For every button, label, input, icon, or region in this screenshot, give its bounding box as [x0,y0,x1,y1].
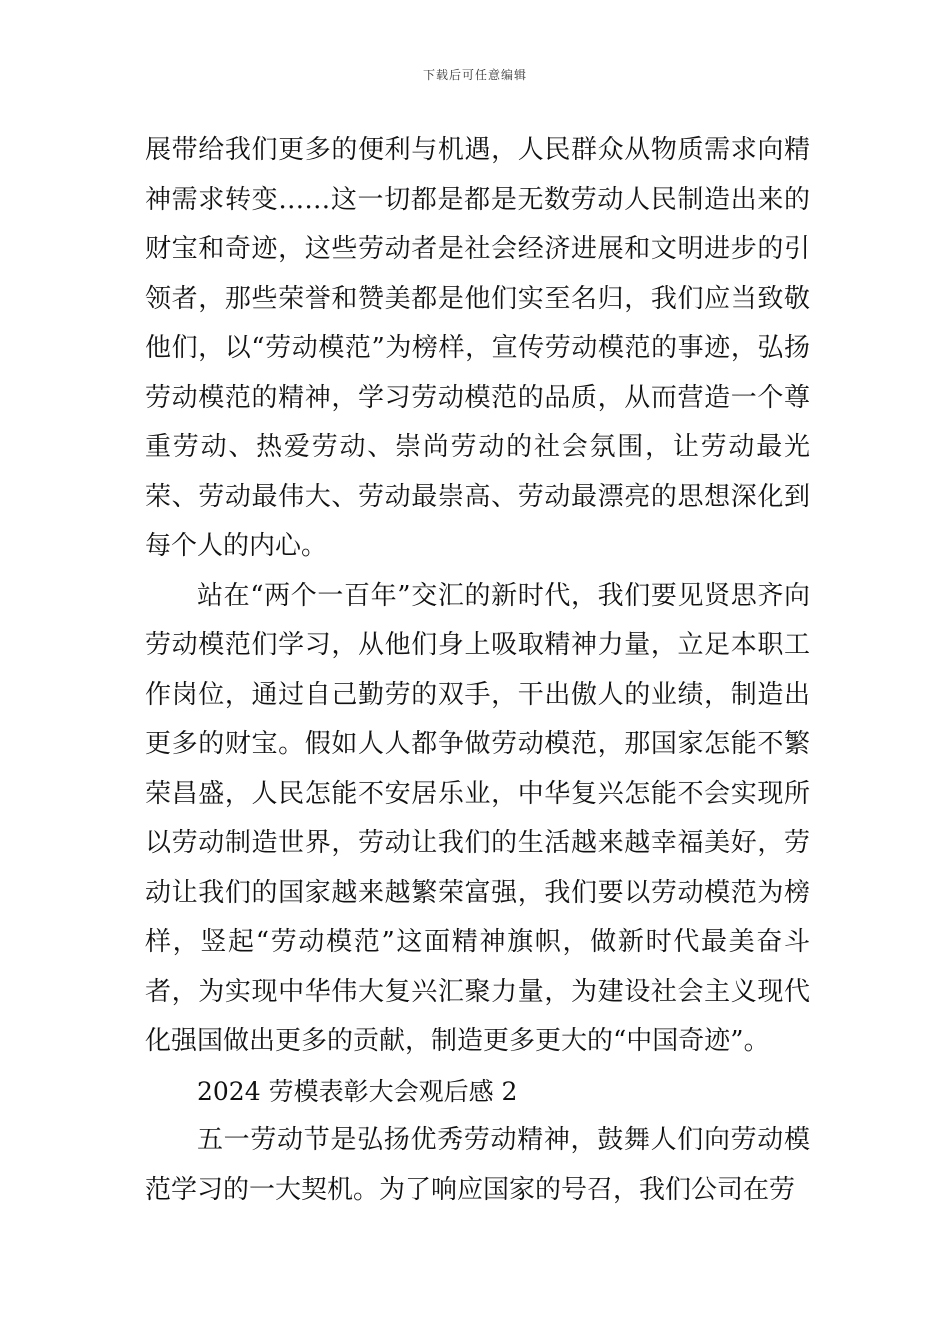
paragraph-1: 展带给我们更多的便利与机遇，人民群众从物质需求向精神需求转变……这一切都是都是无数劳动人民制造出来的财宝和奇迹，这些劳动者是社会经济进展和文明进步的引领者，那些荣誉和赞美都是他们实至名归，我们应当致敬他们，以“劳动模范”为榜样，宣传劳动模范的事迹，弘扬劳动模范的精神，学习劳动模范的品质，从而营造一个尊重劳动、热爱劳动、崇尚劳动的社会氛围，让劳动最光荣、劳动最伟大、劳动最崇高、劳动最漂亮的思想深化到每个人的内心。 [145,135,810,561]
header-note: 下载后可任意编辑 [422,68,527,82]
section-heading: 2024 劳模表彰大会观后感 2 [197,1076,518,1106]
paragraph-2: 站在“两个一百年”交汇的新时代，我们要见贤思齐向劳动模范们学习，从他们身上吸取精神力量，立足本职工作岗位，通过自己勤劳的双手，干出傲人的业绩，制造出更多的财宝。假如人人都争做劳动模范，那国家怎能不繁荣昌盛，人民怎能不安居乐业，中华复兴怎能不会实现所以劳动制造世界，劳动让我们的生活越来越幸福美好，劳动让我们的国家越来越繁荣富强，我们要以劳动模范为榜样，竖起“劳动模范”这面精神旗帜，做新时代最美奋斗者，为实现中华伟大复兴汇聚力量，为建设社会主义现代化强国做出更多的贡献，制造更多更大的“中国奇迹”。 [145,580,810,1056]
paragraph-3: 五一劳动节是弘扬优秀劳动精神，鼓舞人们向劳动模范学习的一大契机。为了响应国家的号召，我们公司在劳 [145,1125,810,1205]
document-body [145,126,810,1215]
